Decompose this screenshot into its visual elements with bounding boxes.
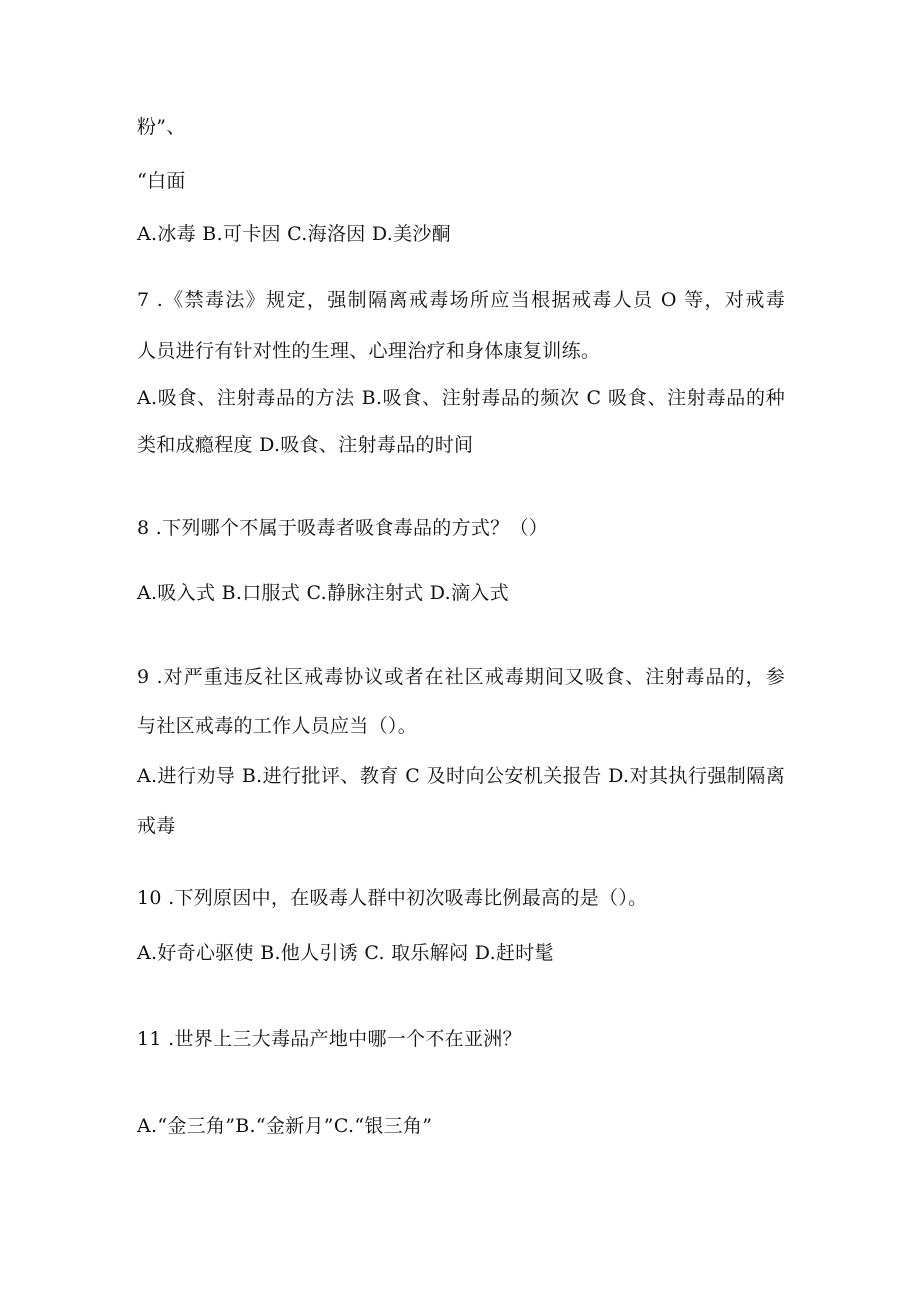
answer-options-q10: A.好奇心驱使 B.他人引诱 C. 取乐解闷 D.赶时髦 — [137, 942, 554, 964]
text-line-continuation: 粉”、 — [137, 116, 186, 138]
answer-options-q11: A.“金三角”B.“金新月”C.“银三角” — [137, 1115, 433, 1137]
question-11: 11 .世界上三大毒品产地中哪一个不在亚洲？ — [137, 1028, 522, 1050]
answer-options-q8: A.吸入式 B.口服式 C.静脉注射式 D.滴入式 — [137, 582, 509, 604]
answer-options-q9-line-1: A.进行劝导 B.进行批评、教育 C 及时向公安机关报告 D.对其执行强制隔离 — [137, 765, 785, 787]
question-7-line-1: 7 .《禁毒法》规定，强制隔离戒毒场所应当根据戒毒人员 O 等，对戒毒 — [137, 289, 785, 311]
question-10: 10 .下列原因中，在吸毒人群中初次吸毒比例最高的是（）。 — [137, 887, 648, 909]
question-9-line-2: 与社区戒毒的工作人员应当（）。 — [137, 715, 418, 737]
answer-options-q6: A.冰毒 B.可卡因 C.海洛因 D.美沙酮 — [137, 223, 451, 245]
question-7-line-2: 人员进行有针对性的生理、心理治疗和身体康复训练。 — [137, 340, 601, 362]
text-line-continuation: “白面 — [137, 170, 186, 192]
answer-options-q7-line-2: 类和成瘾程度 D.吸食、注射毒品的时间 — [137, 434, 474, 456]
answer-options-q9-line-2: 戒毒 — [137, 815, 176, 837]
answer-options-q7-line-1: A.吸食、注射毒品的方法 B.吸食、注射毒品的频次 C 吸食、注射毒品的种 — [137, 387, 785, 409]
question-8: 8 .下列哪个不属于吸毒者吸食毒品的方式？（） — [137, 517, 549, 539]
question-9-line-1: 9 .对严重违反社区戒毒协议或者在社区戒毒期间又吸食、注射毒品的，参 — [137, 666, 785, 688]
